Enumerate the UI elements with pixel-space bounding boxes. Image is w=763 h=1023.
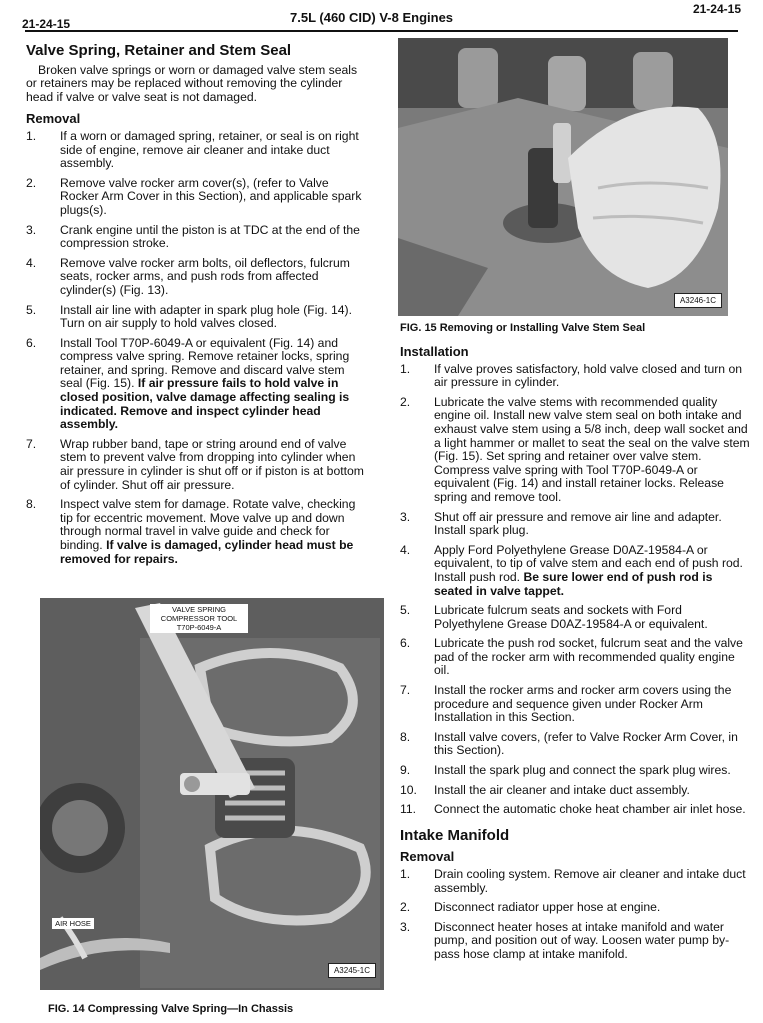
page-header (0, 0, 763, 40)
step: 11. Connect the automatic choke heat chamber air inlet hose. (400, 802, 746, 817)
figure-15-caption: FIG. 15 Removing or Installing Valve Stem Seal (400, 322, 646, 334)
page-number-left: 21-24-15 (22, 17, 71, 31)
step: 5. Lubricate fulcrum seats and sockets with Ford Polyethylene Grease D0AZ-19584-A or equivalent. (400, 603, 708, 631)
callout-air-hose: AIR HOSE (52, 918, 94, 929)
step: 5. Install air line with adapter in spark plug hole (Fig. 14). Turn on air supply to hold valves closed. (26, 302, 352, 331)
step: 8. Install valve covers, (refer to Valve Rocker Arm Cover, in this Section). (400, 729, 738, 758)
removal-heading: Removal (26, 111, 81, 127)
right-column (400, 345, 750, 968)
header-rule (25, 30, 738, 32)
removal-steps (26, 130, 370, 566)
step: 4. Apply Ford Polyethylene Grease D0AZ-19584-A or equivalent, to tip of valve stem and each end of push rod. Install push rod. Be sure lower end of push rod is seated in valve tappet. (400, 542, 743, 598)
step: 2. Remove valve rocker arm cover(s), (refer to Valve Rocker Arm Cover in this Section), and applicable spark plugs(s). (26, 175, 362, 217)
intake-removal-steps (400, 868, 750, 962)
figure-14-photo (40, 598, 384, 990)
left-column (26, 44, 370, 572)
running-title: 7.5L (460 CID) V-8 Engines (290, 10, 454, 25)
step: 3. Shut off air pressure and remove air line and adapter. Install spark plug. (400, 509, 722, 538)
section-intro: Broken valve springs or worn or damaged valve stem seals or retainers may be replaced without removing the cylinder head if valve or valve seat is not damaged. (26, 62, 358, 104)
removal-heading: Removal (400, 849, 455, 865)
step-warning: If valve is damaged, cylinder head must be removed for repairs. (60, 538, 354, 566)
step: 7. Install the rocker arms and rocker arm covers using the procedure and sequence given under Rocker Arm Installation in this Section. (400, 683, 732, 725)
section-title: Intake Manifold (400, 826, 510, 844)
step-warning: Be sure lower end of push rod is seated in valve tappet. (434, 569, 713, 598)
step: 1. If a worn or damaged spring, retainer, or seal is on right side of engine, remove air cleaner and intake duct assembly. (26, 128, 359, 171)
step: 4. Remove valve rocker arm bolts, oil deflectors, fulcrum seats, rocker arms, and push rods from affected cylinder(s) (Fig. 13). (26, 255, 350, 297)
step: 6. Install Tool T70P-6049-A or equivalent (Fig. 14) and compress valve spring. Remove retainer locks, spring retainer, and spring. Remove and discard valve stem seal (Fig. 15). If air pressure fails to hold valve in closed position, valve damage affecting sealing is indicated. Remove and inspect cylinder head assembly. (26, 335, 350, 432)
step: 10. Install the air cleaner and intake duct assembly. (400, 782, 690, 797)
page-number-right: 21-24-15 (692, 2, 741, 16)
step: 3. Crank engine until the piston is at TDC at the end of the compression stroke. (26, 222, 360, 251)
step: 8. Inspect valve stem for damage. Rotate valve, checking tip for eccentric movement. Move valve up and down through normal travel in valve guide and check for binding. If valve is damaged, cylinder head must be removed for repairs. (26, 497, 356, 566)
figure-code: A3245-1C (328, 963, 376, 978)
step: 1. Drain cooling system. Remove air cleaner and intake duct assembly. (400, 867, 746, 895)
figure-code: A3246-1C (674, 293, 722, 308)
figure-15-photo (398, 38, 728, 316)
step: 2. Disconnect radiator upper hose at engine. (400, 900, 661, 915)
figure-14-caption: FIG. 14 Compressing Valve Spring—In Chassis (48, 1003, 294, 1015)
step: 2. Lubricate the valve stems with recommended quality engine oil. Install new valve stem seal on both intake and exhaust valve stem using a 5/8 inch, deep wall socket and a light hammer or mallet to seat the seal on the valve stem (Fig. 15). Set spring and retainer over valve stem. Compress valve spring with Tool T70P-6049-A or equivalent (Fig. 14) and install retainer locks. Release spring and remove tool. (400, 394, 750, 504)
step-warning: If air pressure fails to hold valve in closed position, valve damage affecting sealing is indicated. Remove and inspect cylinder head assembly. (60, 376, 350, 432)
step: 7. Wrap rubber band, tape or string around end of valve stem to prevent valve from dropping into cylinder when air pressure in cylinder is shut off or if piston is at bottom of cylinder. Shut off air pressure. (26, 436, 364, 492)
step: 3. Disconnect heater hoses at intake manifold and water pump, and position out of way. Loosen water pump by-pass hose clamp at intake manifold. (400, 919, 730, 961)
section-title: Valve Spring, Retainer and Stem Seal (26, 42, 292, 59)
step: 6. Lubricate the push rod socket, fulcrum seat and the valve pad of the rocker arm with recommended quality engine oil. (400, 636, 743, 678)
step: 1. If valve proves satisfactory, hold valve closed and turn on air pressure in cylinder. (400, 361, 743, 390)
installation-steps (400, 363, 750, 817)
step: 9. Install the spark plug and connect the spark plug wires. (400, 763, 731, 778)
installation-heading: Installation (400, 344, 469, 359)
callout-valve-spring-tool: VALVE SPRING COMPRESSOR TOOL T70P-6049-A (150, 604, 248, 633)
